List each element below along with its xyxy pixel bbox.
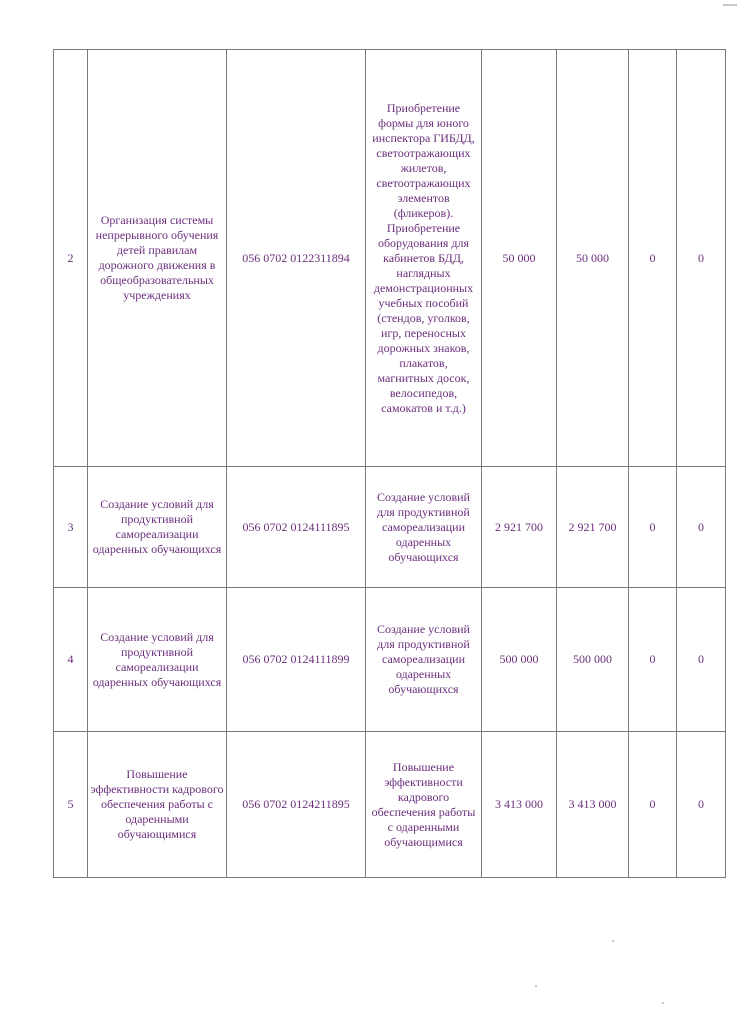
value-col-7: 0: [629, 732, 677, 878]
budget-code: 056 0702 0124111899: [227, 588, 366, 732]
measure-name: Создание условий для продуктивной самореализации одаренных обучающихся: [88, 467, 227, 588]
scan-speck: [723, 4, 737, 6]
row-number: 4: [54, 588, 88, 732]
value-col-7: 0: [629, 588, 677, 732]
budget-code: 056 0702 0122311894: [227, 50, 366, 467]
amount-paid: 2 921 700: [557, 467, 629, 588]
table-row: [54, 588, 726, 732]
measure-description: [366, 588, 482, 732]
measure-name: Повышение эффективности кадрового обеспечения работы с одаренными обучающимися: [88, 732, 227, 878]
budget-code: 056 0702 0124211895: [227, 732, 366, 878]
description-text: Создание условий для продуктивной самореализации одаренных обучающихся: [377, 622, 470, 696]
budget-code: 056 0702 0124111895: [227, 467, 366, 588]
value-col-8: 0: [677, 732, 726, 878]
value-col-7: 0: [629, 50, 677, 467]
amount-paid: 50 000: [557, 50, 629, 467]
description-text: Повышение эффективности кадрового обеспечения работы с одаренными обучающимися: [371, 759, 476, 849]
value-col-8: 0: [677, 467, 726, 588]
measure-name: Создание условий для продуктивной самореализации одаренных обучающихся: [88, 588, 227, 732]
amount-total: 3 413 000: [482, 732, 557, 878]
measure-description: [366, 732, 482, 878]
table-row: [54, 467, 726, 588]
value-col-8: 0: [677, 50, 726, 467]
row-number: 5: [54, 732, 88, 878]
amount-total: 500 000: [482, 588, 557, 732]
amount-total: 50 000: [482, 50, 557, 467]
amount-total: 2 921 700: [482, 467, 557, 588]
table-row: [54, 732, 726, 878]
measure-description: [366, 467, 482, 588]
scan-speck: [612, 940, 614, 942]
amount-paid: 500 000: [557, 588, 629, 732]
table-row: [54, 50, 726, 467]
value-col-7: 0: [629, 467, 677, 588]
scan-speck: [662, 1002, 664, 1004]
measure-description: [366, 50, 482, 467]
amount-paid: 3 413 000: [557, 732, 629, 878]
scan-speck: [535, 985, 537, 987]
description-text: Создание условий для продуктивной самореализации одаренных обучающихся: [377, 489, 470, 564]
row-number: 3: [54, 467, 88, 588]
row-number: 2: [54, 50, 88, 467]
measure-name: Организация системы непрерывного обучения детей правилам дорожного движения в общеобразовательных учреждениях: [88, 50, 227, 467]
budget-table: [53, 49, 726, 878]
value-col-8: 0: [677, 588, 726, 732]
description-text: Приобретение формы для юного инспектора ГИБДД, светоотражающих жилетов, светоотражающих элементов (фликеров). Приобретение оборудования для кабинетов БДД, наглядных демонстрационных учебных пособий (стендов, уголков, игр, переносных дорожных знаков, плакатов, магнитных досок, велосипедов, самокатов и т.д.): [372, 100, 475, 415]
